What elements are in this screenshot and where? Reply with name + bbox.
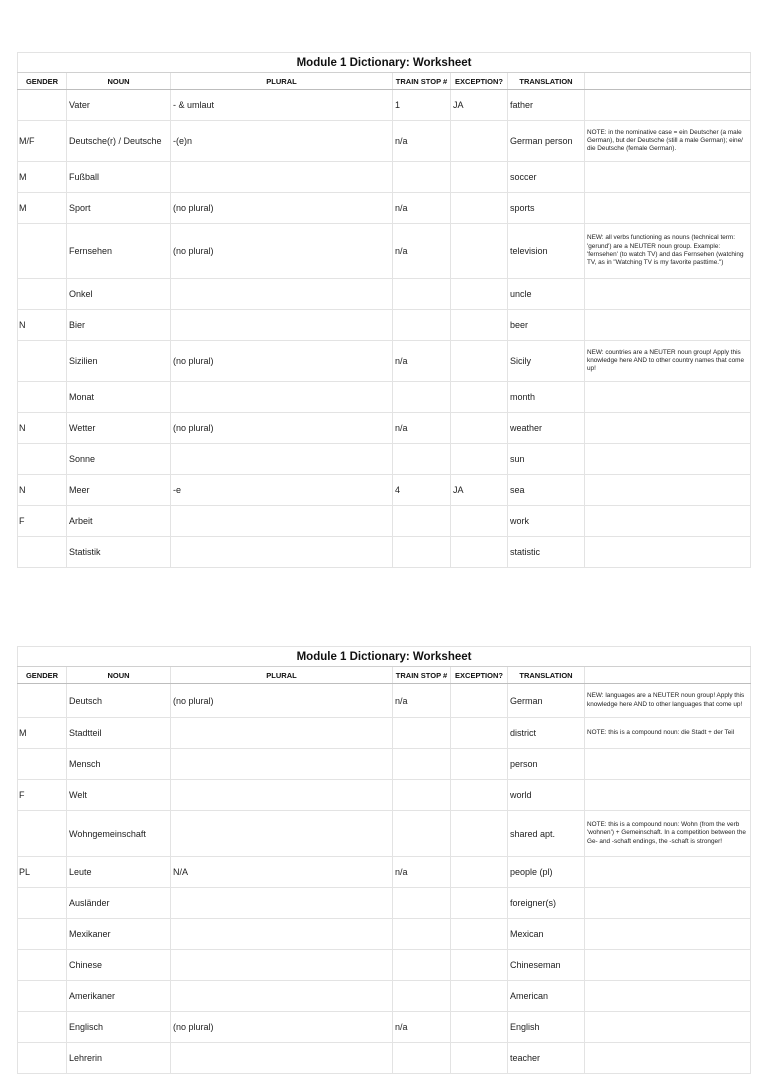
plural-cell [171,279,393,310]
train-stop-cell [393,506,451,537]
train-stop-cell [393,919,451,950]
plural-cell [171,310,393,341]
table-row [18,90,751,121]
gender-cell [18,811,67,857]
note-cell [585,537,751,568]
header-train-stop: TRAIN STOP # [393,73,451,90]
noun-cell: Statistik [67,537,171,568]
header-exception: EXCEPTION? [451,73,508,90]
note-cell [585,413,751,444]
note-cell: NEW: all verbs functioning as nouns (technical term: 'gerund') are a NEUTER noun group. Example: 'fernsehen' (to watch TV) and das Fernsehen (watching TV, as in "Watching TV is my favorite pasttime.") [585,224,751,279]
gender-cell: M [18,162,67,193]
exception-cell [451,981,508,1012]
plural-cell [171,382,393,413]
translation-cell: world [508,780,585,811]
exception-cell [451,888,508,919]
noun-cell: Fernsehen [67,224,171,279]
header-noun: NOUN [67,667,171,684]
table-row [18,780,751,811]
noun-cell: Deutsch [67,684,171,718]
translation-cell: German person [508,121,585,162]
noun-cell: Ausländer [67,888,171,919]
table-row [18,121,751,162]
table-row [18,718,751,749]
plural-cell: -e [171,475,393,506]
train-stop-cell: n/a [393,857,451,888]
gender-cell [18,1012,67,1043]
train-stop-cell: 1 [393,90,451,121]
gender-cell [18,888,67,919]
gender-cell [18,749,67,780]
translation-cell: district [508,718,585,749]
train-stop-cell [393,981,451,1012]
translation-cell: sea [508,475,585,506]
table-row [18,888,751,919]
gender-cell: PL [18,857,67,888]
translation-cell: sports [508,193,585,224]
gender-cell: F [18,780,67,811]
plural-cell [171,506,393,537]
noun-cell: Deutsche(r) / Deutsche [67,121,171,162]
train-stop-cell: n/a [393,193,451,224]
exception-cell: JA [451,475,508,506]
table-row [18,310,751,341]
noun-cell: Leute [67,857,171,888]
plural-cell: - & umlaut [171,90,393,121]
plural-cell [171,1043,393,1074]
exception-cell [451,950,508,981]
plural-cell: (no plural) [171,224,393,279]
train-stop-cell [393,279,451,310]
train-stop-cell [393,382,451,413]
plural-cell: (no plural) [171,684,393,718]
table-row [18,475,751,506]
table-row [18,1012,751,1043]
exception-cell [451,310,508,341]
note-cell [585,475,751,506]
noun-cell: Welt [67,780,171,811]
translation-cell: English [508,1012,585,1043]
translation-cell: shared apt. [508,811,585,857]
plural-cell [171,780,393,811]
exception-cell [451,919,508,950]
exception-cell [451,162,508,193]
header-noun: NOUN [67,73,171,90]
translation-cell: Chineseman [508,950,585,981]
plural-cell: (no plural) [171,341,393,382]
header-exception: EXCEPTION? [451,667,508,684]
plural-cell [171,811,393,857]
noun-cell: Vater [67,90,171,121]
plural-cell: -(e)n [171,121,393,162]
table-row [18,950,751,981]
table-row [18,857,751,888]
exception-cell [451,857,508,888]
noun-cell: Mexikaner [67,919,171,950]
gender-cell [18,684,67,718]
noun-cell: Stadtteil [67,718,171,749]
exception-cell [451,749,508,780]
noun-cell: Wetter [67,413,171,444]
table-row [18,749,751,780]
plural-cell: N/A [171,857,393,888]
gender-cell [18,382,67,413]
noun-cell: Sport [67,193,171,224]
plural-cell [171,919,393,950]
noun-cell: Sonne [67,444,171,475]
table-row [18,162,751,193]
translation-cell: Mexican [508,919,585,950]
note-cell [585,749,751,780]
note-cell [585,444,751,475]
table-row [18,224,751,279]
exception-cell [451,121,508,162]
exception-cell [451,193,508,224]
table-row [18,506,751,537]
exception-cell [451,506,508,537]
worksheet-1 [17,52,750,568]
note-cell [585,279,751,310]
train-stop-cell [393,537,451,568]
train-stop-cell: n/a [393,121,451,162]
plural-cell: (no plural) [171,413,393,444]
train-stop-cell [393,811,451,857]
dictionary-table [17,646,751,1074]
table-row [18,919,751,950]
gender-cell [18,919,67,950]
noun-cell: Amerikaner [67,981,171,1012]
translation-cell: foreigner(s) [508,888,585,919]
exception-cell [451,224,508,279]
header-notes [585,73,751,90]
translation-cell: statistic [508,537,585,568]
translation-cell: uncle [508,279,585,310]
train-stop-cell: 4 [393,475,451,506]
translation-cell: teacher [508,1043,585,1074]
train-stop-cell: n/a [393,413,451,444]
table-row [18,444,751,475]
plural-cell [171,981,393,1012]
header-train-stop: TRAIN STOP # [393,667,451,684]
exception-cell [451,1043,508,1074]
note-cell [585,780,751,811]
exception-cell [451,780,508,811]
plural-cell: (no plural) [171,1012,393,1043]
translation-cell: father [508,90,585,121]
train-stop-cell: n/a [393,684,451,718]
table-row [18,382,751,413]
plural-cell [171,888,393,919]
gender-cell [18,444,67,475]
header-plural: PLURAL [171,667,393,684]
gender-cell [18,279,67,310]
table-row [18,1043,751,1074]
table-row [18,537,751,568]
noun-cell: Arbeit [67,506,171,537]
train-stop-cell: n/a [393,224,451,279]
plural-cell: (no plural) [171,193,393,224]
noun-cell: Fußball [67,162,171,193]
plural-cell [171,950,393,981]
translation-cell: weather [508,413,585,444]
noun-cell: Chinese [67,950,171,981]
exception-cell [451,811,508,857]
translation-cell: American [508,981,585,1012]
train-stop-cell: n/a [393,1012,451,1043]
noun-cell: Monat [67,382,171,413]
translation-cell: people (pl) [508,857,585,888]
gender-cell: N [18,413,67,444]
gender-cell: M/F [18,121,67,162]
header-gender: GENDER [18,667,67,684]
gender-cell: M [18,193,67,224]
plural-cell [171,444,393,475]
train-stop-cell [393,444,451,475]
noun-cell: Lehrerin [67,1043,171,1074]
exception-cell [451,684,508,718]
gender-cell [18,341,67,382]
translation-cell: beer [508,310,585,341]
note-cell [585,506,751,537]
noun-cell: Bier [67,310,171,341]
table-row [18,341,751,382]
table-row [18,684,751,718]
note-cell [585,90,751,121]
train-stop-cell: n/a [393,341,451,382]
table-row [18,981,751,1012]
header-notes [585,667,751,684]
exception-cell [451,537,508,568]
exception-cell: JA [451,90,508,121]
translation-cell: soccer [508,162,585,193]
gender-cell [18,90,67,121]
train-stop-cell [393,162,451,193]
worksheet-2 [17,646,750,1074]
note-cell [585,1043,751,1074]
header-gender: GENDER [18,73,67,90]
table-row [18,413,751,444]
noun-cell: Onkel [67,279,171,310]
exception-cell [451,341,508,382]
note-cell [585,950,751,981]
train-stop-cell [393,888,451,919]
exception-cell [451,444,508,475]
note-cell [585,310,751,341]
note-cell: NEW: languages are a NEUTER noun group! Apply this knowledge here AND to other languages that come up! [585,684,751,718]
exception-cell [451,279,508,310]
table-row [18,811,751,857]
train-stop-cell [393,780,451,811]
train-stop-cell [393,950,451,981]
plural-cell [171,749,393,780]
note-cell [585,888,751,919]
note-cell [585,1012,751,1043]
exception-cell [451,718,508,749]
translation-cell: German [508,684,585,718]
train-stop-cell [393,1043,451,1074]
plural-cell [171,718,393,749]
gender-cell: M [18,718,67,749]
noun-cell: Englisch [67,1012,171,1043]
note-cell [585,857,751,888]
note-cell [585,382,751,413]
plural-cell [171,162,393,193]
note-cell [585,981,751,1012]
exception-cell [451,413,508,444]
sheet-title: Module 1 Dictionary: Worksheet [18,647,751,667]
noun-cell: Wohngemeinschaft [67,811,171,857]
gender-cell: N [18,310,67,341]
train-stop-cell [393,718,451,749]
note-cell [585,162,751,193]
note-cell [585,193,751,224]
noun-cell: Sizilien [67,341,171,382]
train-stop-cell [393,310,451,341]
translation-cell: work [508,506,585,537]
noun-cell: Mensch [67,749,171,780]
header-translation: TRANSLATION [508,73,585,90]
sheet-title: Module 1 Dictionary: Worksheet [18,53,751,73]
note-cell [585,919,751,950]
translation-cell: person [508,749,585,780]
exception-cell [451,1012,508,1043]
exception-cell [451,382,508,413]
gender-cell [18,1043,67,1074]
translation-cell: sun [508,444,585,475]
note-cell: NOTE: this is a compound noun: Wohn (from the verb 'wohnen') + Gemeinschaft. In a competition between the Ge- and -schaft endings, the -schaft is stronger! [585,811,751,857]
note-cell: NOTE: this is a compound noun: die Stadt + der Teil [585,718,751,749]
header-plural: PLURAL [171,73,393,90]
header-translation: TRANSLATION [508,667,585,684]
gender-cell [18,224,67,279]
gender-cell: F [18,506,67,537]
table-row [18,193,751,224]
gender-cell [18,950,67,981]
translation-cell: television [508,224,585,279]
note-cell: NEW: countries are a NEUTER noun group! Apply this knowledge here AND to other country names that come up! [585,341,751,382]
gender-cell: N [18,475,67,506]
noun-cell: Meer [67,475,171,506]
train-stop-cell [393,749,451,780]
note-cell: NOTE: in the nominative case = ein Deutscher (a male German), but der Deutsche (still a male German); eine/ die Deutsche (female German). [585,121,751,162]
translation-cell: Sicily [508,341,585,382]
table-row [18,279,751,310]
translation-cell: month [508,382,585,413]
dictionary-table [17,52,751,568]
plural-cell [171,537,393,568]
gender-cell [18,981,67,1012]
gender-cell [18,537,67,568]
